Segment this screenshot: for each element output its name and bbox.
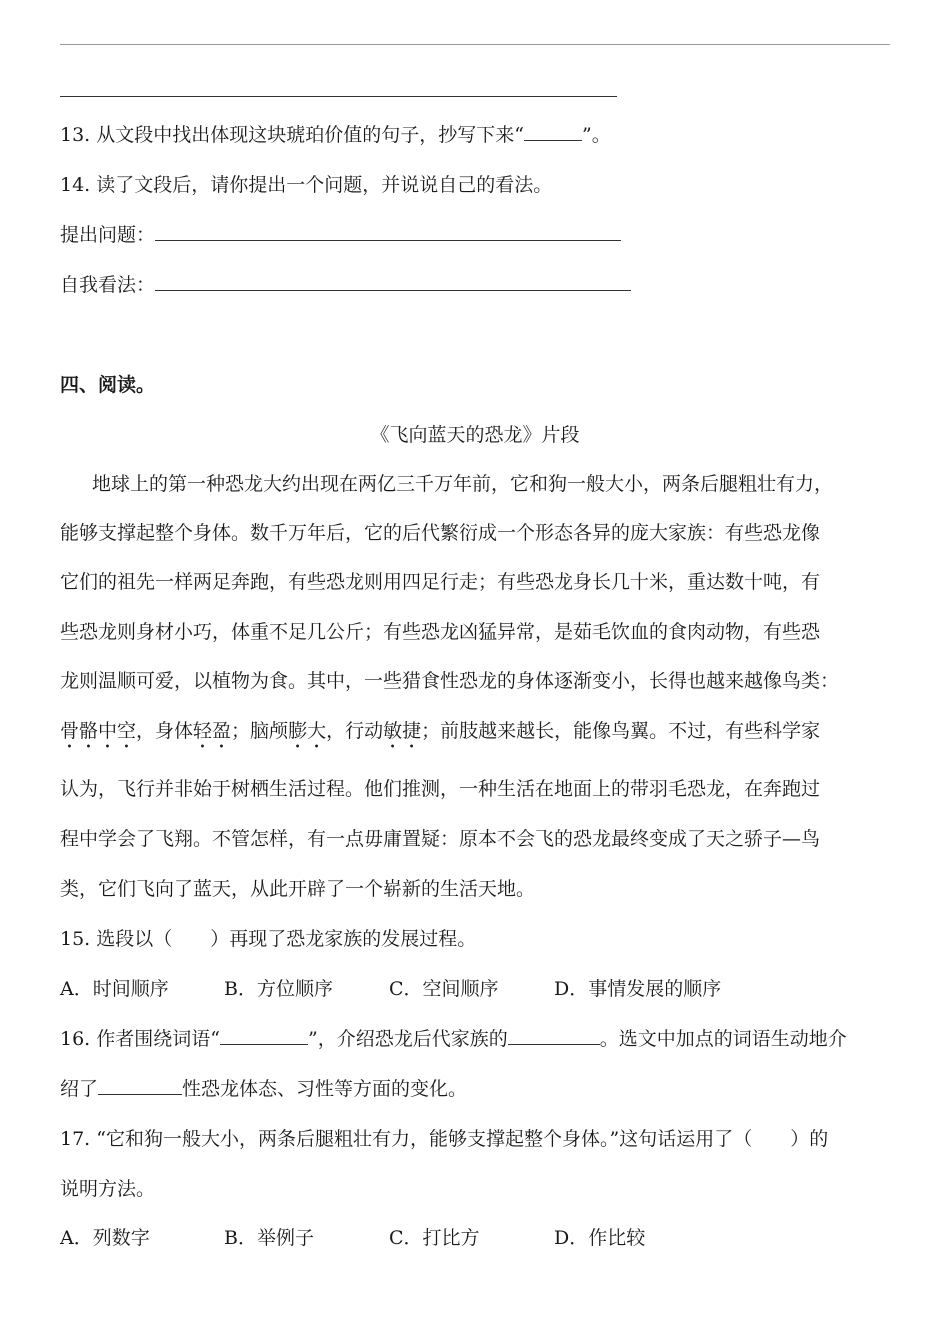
dotted-word: 膨大 (288, 720, 327, 742)
passage-text: ，身体 (136, 720, 194, 742)
dotted-word: 轻盈 (193, 720, 232, 742)
question-text: 作者围绕词语“ (96, 1028, 220, 1050)
ask-question-row (60, 222, 890, 248)
passage-line-8: 程中学会了飞翔。不管怎样，有一点毋庸置疑：原本不会飞的恐龙最终变成了天之骄子—鸟 (60, 828, 821, 850)
question-number: 13. (60, 124, 91, 146)
question-16 (60, 1026, 890, 1052)
question-text: 绍了 (60, 1078, 99, 1100)
question-15 (60, 926, 890, 952)
own-view-label: 自我看法： (60, 274, 156, 296)
question-text: ”，介绍恐龙后代家族的 (307, 1028, 508, 1050)
option-d[interactable]: D．事情发展的顺序 (554, 978, 722, 1000)
question-number: 17. (60, 1128, 91, 1150)
question-number: 16. (60, 1028, 91, 1050)
ask-question-label: 提出问题： (60, 224, 156, 246)
question-text: 选段以（ ）再现了恐龙家族的发展过程。 (96, 928, 477, 950)
answer-line-q12 (60, 96, 617, 97)
question-17-options (60, 1225, 890, 1251)
option-b[interactable]: B．举例子 (224, 1227, 314, 1249)
passage-line-6 (60, 718, 890, 753)
question-text: “它和狗一般大小，两条后腿粗壮有力，能够支撑起整个身体。”这句话运用了（ ）的 (96, 1128, 829, 1150)
option-b[interactable]: B．方位顺序 (224, 978, 333, 1000)
question-text: 从文段中找出体现这块琥珀价值的句子，抄写下来“ (96, 124, 524, 146)
question-15-options (60, 976, 890, 1002)
section-title: 四、阅读。 (60, 374, 156, 396)
passage-text: ；前肢越来越长，能像鸟翼。不过，有些科学家 (421, 720, 821, 742)
passage-text: ，行动 (326, 720, 384, 742)
option-c[interactable]: C．打比方 (389, 1227, 480, 1249)
option-a[interactable]: A．时间顺序 (60, 978, 169, 1000)
answer-blank[interactable] (524, 122, 582, 141)
top-divider (60, 44, 890, 45)
passage-line-4: 些恐龙则身材小巧，体重不足几公斤；有些恐龙凶猛异常，是茹毛饮血的食肉动物，有些恐 (60, 621, 821, 643)
question-number: 15. (60, 928, 91, 950)
dotted-word: 骨骼中空 (60, 720, 137, 742)
passage-line-5: 龙则温顺可爱，以植物为食。其中，一些猎食性恐龙的身体逐渐变小，长得也越来越像鸟类： (60, 670, 840, 692)
option-a[interactable]: A．列数字 (60, 1227, 150, 1249)
question-14 (60, 172, 890, 198)
question-text: 性恐龙体态、习性等方面的变化。 (182, 1078, 468, 1100)
question-13 (60, 122, 890, 148)
question-text: 读了文段后，请你提出一个问题，并说说自己的看法。 (96, 174, 553, 196)
option-c[interactable]: C．空间顺序 (389, 978, 499, 1000)
passage-line-7: 认为，飞行并非始于树栖生活过程。他们推测，一种生活在地面上的带羽毛恐龙，在奔跑过 (60, 778, 821, 800)
passage-title: 《飞向蓝天的恐龙》片段 (370, 424, 580, 446)
own-view-row (60, 272, 890, 298)
passage-line-3: 它们的祖先一样两足奔跑，有些恐龙则用四足行走；有些恐龙身长几十米，重达数十吨，有 (60, 571, 821, 593)
option-d[interactable]: D．作比较 (554, 1227, 646, 1249)
answer-blank-word[interactable] (220, 1026, 308, 1045)
question-text: 。选文中加点的词语生动地介 (599, 1028, 847, 1050)
answer-blank-family[interactable] (508, 1026, 600, 1045)
passage-line-1: 地球上的第一种恐龙大约出现在两亿三千万年前，它和狗一般大小，两条后腿粗壮有力， (92, 473, 834, 495)
dotted-word: 敏捷 (383, 720, 422, 742)
own-view-answer-line[interactable] (155, 272, 631, 291)
passage-line-9: 类，它们飞向了蓝天，从此开辟了一个崭新的生活天地。 (60, 878, 536, 900)
ask-question-answer-line[interactable] (155, 222, 621, 241)
answer-blank-type[interactable] (98, 1076, 182, 1095)
question-17 (60, 1126, 890, 1152)
passage-line-2: 能够支撑起整个身体。数千万年后，它的后代繁衍成一个形态各异的庞大家族：有些恐龙像 (60, 522, 821, 544)
question-17-line-2: 说明方法。 (60, 1178, 156, 1200)
question-number: 14. (60, 174, 91, 196)
question-16-line-2 (60, 1076, 890, 1102)
question-text-close: ”。 (581, 124, 611, 146)
passage-text: ；脑颅 (231, 720, 289, 742)
